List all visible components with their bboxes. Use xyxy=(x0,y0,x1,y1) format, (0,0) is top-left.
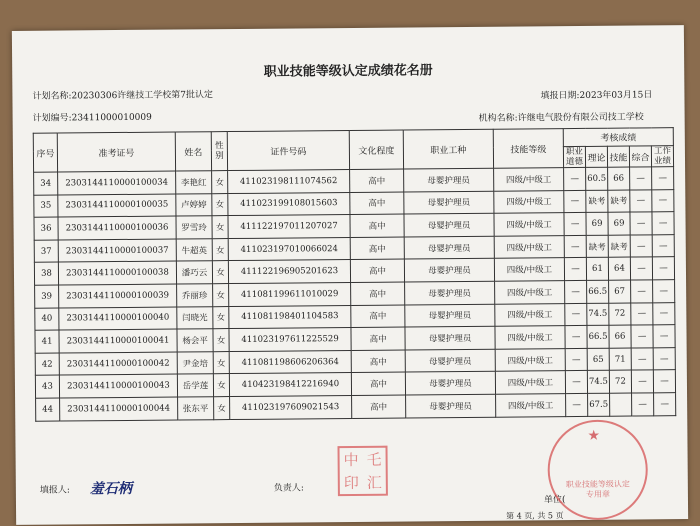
plan-number-label: 计划编号: xyxy=(32,113,72,124)
cell-skill: 72 xyxy=(609,370,631,393)
cell-gender: 女 xyxy=(213,351,229,374)
cell-id-no: 411023198111074562 xyxy=(228,169,350,193)
score-table xyxy=(33,127,677,421)
cell-skill xyxy=(610,393,632,416)
plan-number xyxy=(33,110,152,124)
cell-seq: 44 xyxy=(36,398,60,421)
cell-theory: 65 xyxy=(587,348,609,371)
cell-level: 四级/中级工 xyxy=(495,371,565,394)
cell-comprehensive: — xyxy=(631,302,653,325)
cell-ethics: — xyxy=(564,258,586,281)
cell-occupation: 母婴护理员 xyxy=(405,304,495,327)
cell-comprehensive: — xyxy=(630,257,652,280)
cell-name: 牛超英 xyxy=(176,238,212,261)
plan-name-value: 20230306许继技工学校第7批认定 xyxy=(71,90,214,102)
cell-education: 高中 xyxy=(351,350,405,373)
cell-work-performance: — xyxy=(652,167,674,190)
cell-education: 高中 xyxy=(351,282,405,305)
cell-id-no: 411081198401104583 xyxy=(229,305,351,329)
cell-level: 四级/中级工 xyxy=(496,394,566,417)
cell-name: 罗雪玲 xyxy=(176,216,212,239)
fill-date-label: 填报日期: xyxy=(540,90,580,102)
roster-sheet xyxy=(12,25,688,525)
page-title: 职业技能等级认定成绩花名册 xyxy=(263,63,433,80)
cell-skill: 67 xyxy=(609,280,631,303)
cell-name: 杨会平 xyxy=(177,329,213,352)
header-education: 文化程度 xyxy=(349,130,403,169)
cell-occupation: 母婴护理员 xyxy=(406,394,496,417)
cell-work-performance: — xyxy=(653,370,675,393)
page-info: 第 4 页, 共 5 页 xyxy=(506,511,564,521)
cell-work-performance: — xyxy=(653,325,675,348)
org-name xyxy=(479,109,644,123)
cell-name: 李艳红 xyxy=(176,171,212,194)
cell-name: 卢婷婷 xyxy=(176,193,212,216)
cell-education: 高中 xyxy=(350,237,404,260)
cell-education: 高中 xyxy=(351,305,405,328)
cell-name: 闫晓光 xyxy=(177,306,213,329)
cell-occupation: 母婴护理员 xyxy=(404,213,494,236)
header-occupation: 职业工种 xyxy=(403,129,493,169)
cell-exam-no: 2303144110000100034 xyxy=(58,171,176,195)
cell-seq: 43 xyxy=(35,375,59,398)
cell-id-no: 411023197611225529 xyxy=(229,328,351,352)
cell-comprehensive: — xyxy=(631,370,653,393)
header-level: 技能等级 xyxy=(493,129,563,169)
cell-ethics: — xyxy=(564,235,586,258)
org-name-value: 许继电气股份有限公司技工学校 xyxy=(517,112,644,124)
cell-theory: 74.5 xyxy=(587,371,609,394)
cell-occupation: 母婴护理员 xyxy=(404,191,494,214)
cell-exam-no: 2303144110000100044 xyxy=(60,397,178,421)
cell-seq: 35 xyxy=(34,195,58,218)
header-work-performance: 工作业绩 xyxy=(651,146,673,167)
cell-education: 高中 xyxy=(351,327,405,350)
cell-seq: 34 xyxy=(34,172,58,195)
cell-theory: 缺考 xyxy=(586,190,608,213)
round-stamp-text: 职业技能等级认定 专用章 xyxy=(565,479,630,499)
cell-education: 高中 xyxy=(350,192,404,215)
table-row xyxy=(36,393,676,421)
cell-gender: 女 xyxy=(213,374,229,397)
cell-gender: 女 xyxy=(213,284,229,307)
cell-theory: 66.5 xyxy=(587,280,609,303)
cell-education: 高中 xyxy=(351,372,405,395)
cell-level: 四级/中级工 xyxy=(494,258,564,281)
cell-ethics: — xyxy=(565,326,587,349)
cell-work-performance: — xyxy=(653,347,675,370)
cell-seq: 42 xyxy=(35,353,59,376)
fill-date-value: 2023年03月15日 xyxy=(579,90,653,101)
cell-exam-no: 2303144110000100037 xyxy=(58,239,176,263)
cell-comprehensive: — xyxy=(630,167,652,190)
personal-seal-stamp: 中 乇 印 汇 xyxy=(337,446,387,496)
cell-id-no: 411081199611010029 xyxy=(229,282,351,306)
cell-exam-no: 2303144110000100038 xyxy=(58,261,176,285)
cell-work-performance: — xyxy=(652,189,674,212)
cell-skill: 71 xyxy=(609,348,631,371)
cell-comprehensive: — xyxy=(630,235,652,258)
cell-id-no: 411122196905201623 xyxy=(228,260,350,284)
cell-work-performance: — xyxy=(652,234,674,257)
cell-occupation: 母婴护理员 xyxy=(404,259,494,282)
cell-gender: 女 xyxy=(213,329,229,352)
cell-theory: 67.5 xyxy=(588,393,610,416)
cell-comprehensive: — xyxy=(630,189,652,212)
unit-label: 单位( xyxy=(543,495,566,506)
cell-work-performance: — xyxy=(653,280,675,303)
cell-skill: 缺考 xyxy=(608,190,630,213)
plan-name-label: 计划名称: xyxy=(32,91,72,102)
header-ethics: 职业道德 xyxy=(563,146,585,167)
plan-number-value: 23411000010009 xyxy=(71,112,152,124)
cell-seq: 41 xyxy=(35,330,59,353)
cell-education: 高中 xyxy=(350,214,404,237)
cell-id-no: 411023199108015603 xyxy=(228,192,350,216)
cell-name: 张东平 xyxy=(178,397,214,420)
cell-gender: 女 xyxy=(212,238,228,261)
header-scores-group: 考核成绩 xyxy=(563,128,673,147)
cell-exam-no: 2303144110000100040 xyxy=(59,307,177,331)
cell-exam-no: 2303144110000100042 xyxy=(59,352,177,376)
cell-exam-no: 2303144110000100035 xyxy=(58,194,176,218)
header-theory: 理论 xyxy=(585,146,607,167)
cell-theory: 74.5 xyxy=(587,303,609,326)
cell-education: 高中 xyxy=(352,395,406,418)
cell-exam-no: 2303144110000100043 xyxy=(59,374,177,398)
cell-occupation: 母婴护理员 xyxy=(404,168,494,191)
filler-label: 填报人: xyxy=(39,485,70,496)
cell-skill: 66 xyxy=(608,167,630,190)
cell-occupation: 母婴护理员 xyxy=(405,372,495,395)
cell-theory: 69 xyxy=(586,212,608,235)
cell-ethics: — xyxy=(565,280,587,303)
cell-id-no: 411122197011207027 xyxy=(228,215,350,239)
cell-exam-no: 2303144110000100041 xyxy=(59,329,177,353)
cell-gender: 女 xyxy=(212,171,228,194)
cell-gender: 女 xyxy=(212,216,228,239)
header-exam-no: 准考证号 xyxy=(57,132,175,172)
cell-level: 四级/中级工 xyxy=(495,326,565,349)
table-body xyxy=(34,167,676,421)
cell-occupation: 母婴护理员 xyxy=(404,236,494,259)
org-name-label: 机构名称: xyxy=(478,113,518,124)
cell-skill: 66 xyxy=(609,325,631,348)
cell-ethics: — xyxy=(564,213,586,236)
cell-seq: 36 xyxy=(34,217,58,240)
cell-occupation: 母婴护理员 xyxy=(405,326,495,349)
cell-ethics: — xyxy=(564,190,586,213)
cell-theory: 61 xyxy=(586,258,608,281)
cell-id-no: 410423198412216940 xyxy=(229,373,351,397)
cell-occupation: 母婴护理员 xyxy=(405,281,495,304)
cell-gender: 女 xyxy=(212,193,228,216)
plan-name xyxy=(32,87,213,102)
cell-theory: 60.5 xyxy=(586,167,608,190)
header-id-no: 证件号码 xyxy=(227,131,349,171)
cell-work-performance: — xyxy=(652,212,674,235)
cell-level: 四级/中级工 xyxy=(495,348,565,371)
cell-work-performance: — xyxy=(652,257,674,280)
cell-occupation: 母婴护理员 xyxy=(405,349,495,372)
cell-seq: 40 xyxy=(35,308,59,331)
cell-skill: 69 xyxy=(608,212,630,235)
cell-comprehensive: — xyxy=(632,393,654,416)
cell-id-no: 411023197010066024 xyxy=(228,237,350,261)
cell-seq: 39 xyxy=(35,285,59,308)
filler-signature: 羞石柄 xyxy=(89,480,132,498)
header-skill: 技能 xyxy=(607,146,629,167)
header-name: 姓名 xyxy=(175,132,211,171)
header-seq: 序号 xyxy=(33,133,57,172)
cell-level: 四级/中级工 xyxy=(495,281,565,304)
cell-gender: 女 xyxy=(214,396,230,419)
cell-exam-no: 2303144110000100036 xyxy=(58,216,176,240)
cell-name: 潘巧云 xyxy=(176,261,212,284)
owner-label: 负责人: xyxy=(273,483,304,494)
cell-education: 高中 xyxy=(350,259,404,282)
cell-comprehensive: — xyxy=(631,348,653,371)
cell-seq: 37 xyxy=(34,240,58,263)
star-icon: ★ xyxy=(587,427,601,444)
cell-ethics: — xyxy=(566,393,588,416)
cell-level: 四级/中级工 xyxy=(494,213,564,236)
cell-name: 岳学莲 xyxy=(177,374,213,397)
cell-ethics: — xyxy=(564,167,586,190)
official-round-stamp xyxy=(547,419,648,520)
cell-exam-no: 2303144110000100039 xyxy=(59,284,177,308)
cell-name: 乔丽珍 xyxy=(177,284,213,307)
cell-gender: 女 xyxy=(213,306,229,329)
cell-level: 四级/中级工 xyxy=(494,168,564,191)
cell-ethics: — xyxy=(565,303,587,326)
cell-comprehensive: — xyxy=(630,212,652,235)
cell-work-performance: — xyxy=(654,393,676,416)
cell-theory: 缺考 xyxy=(586,235,608,258)
cell-comprehensive: — xyxy=(631,280,653,303)
cell-skill: 64 xyxy=(608,257,630,280)
cell-id-no: 411081198606206364 xyxy=(229,350,351,374)
cell-education: 高中 xyxy=(350,169,404,192)
cell-ethics: — xyxy=(565,348,587,371)
header-comprehensive: 综合 xyxy=(629,146,651,167)
cell-comprehensive: — xyxy=(631,325,653,348)
cell-skill: 缺考 xyxy=(608,235,630,258)
header-gender: 性别 xyxy=(211,132,227,171)
cell-ethics: — xyxy=(565,371,587,394)
cell-id-no: 411023197609021543 xyxy=(230,395,352,419)
cell-level: 四级/中级工 xyxy=(495,303,565,326)
fill-date xyxy=(540,87,652,101)
cell-theory: 66.5 xyxy=(587,325,609,348)
cell-skill: 72 xyxy=(609,303,631,326)
cell-gender: 女 xyxy=(212,261,228,284)
cell-level: 四级/中级工 xyxy=(494,190,564,213)
cell-name: 尹金培 xyxy=(177,351,213,374)
cell-level: 四级/中级工 xyxy=(494,235,564,258)
cell-seq: 38 xyxy=(34,262,58,285)
cell-work-performance: — xyxy=(653,302,675,325)
